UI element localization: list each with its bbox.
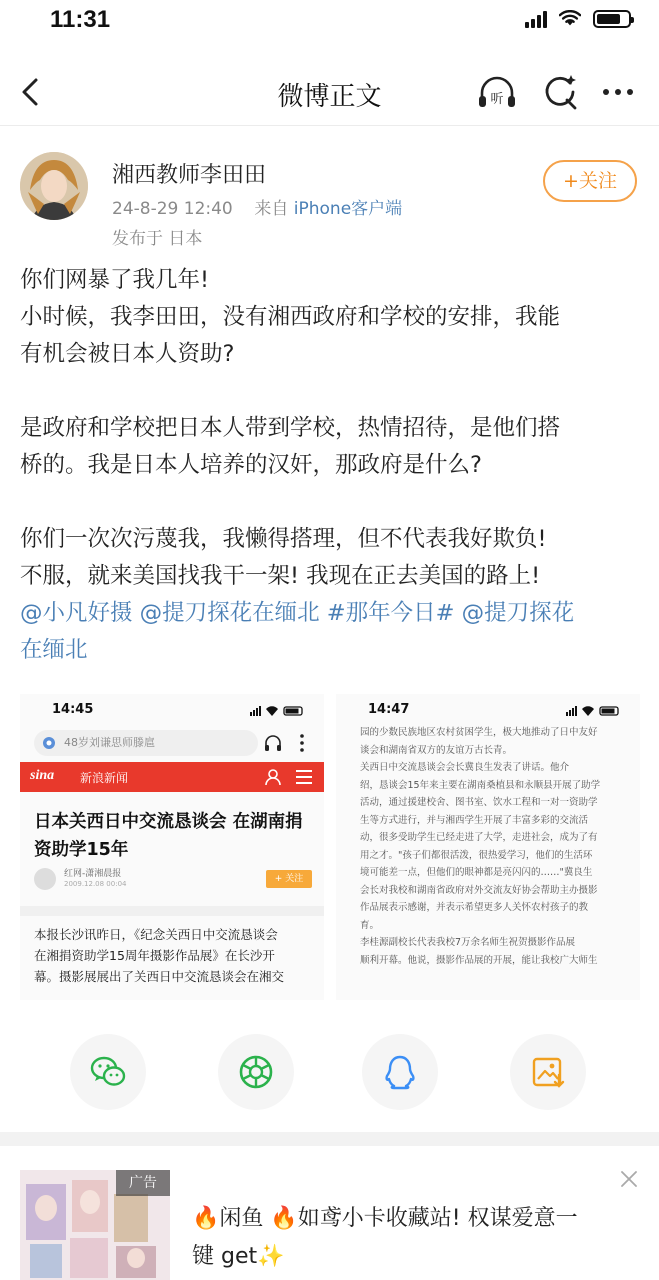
post-body <box>20 262 642 669</box>
article-body-line: 李桂源副校长代表我校7万余名师生祝贺摄影作品展 <box>360 937 576 948</box>
image-headphone-icon <box>264 734 282 752</box>
post-image-left[interactable] <box>20 694 324 1000</box>
article-body-line: 活动，通过援建校舍、图书室、饮水工程和一对一资助学 <box>360 797 598 808</box>
article-divider <box>20 906 324 916</box>
image-status-icons <box>566 706 622 716</box>
share-qq-button[interactable] <box>362 1034 438 1110</box>
status-icons <box>525 10 631 28</box>
ad-text-line: 键 get✨ <box>192 1244 285 1269</box>
image-more-icon <box>296 732 308 754</box>
post-line: 你们网暴了我几年! <box>20 267 210 293</box>
article-body-line: 生等方式进行，并与湘西学生开展了丰富多彩的交流活 <box>360 814 589 826</box>
status-time: 11:31 <box>50 6 111 33</box>
image-search-bar: 48岁刘谦思师滕扈 <box>34 730 258 756</box>
article-body-line: 园的少数民族地区农村贫困学生，极大地推动了日中友好 <box>360 727 598 738</box>
save-image-icon <box>529 1053 567 1091</box>
save-image-button[interactable] <box>510 1034 586 1110</box>
post-line: 是政府和学校把日本人带到学校，热情招待，是他们搭 <box>20 415 561 441</box>
post-date: 24-8-29 12:40 <box>112 199 233 219</box>
status-bar <box>0 0 659 44</box>
article-lead-line: 在湘捐资助学15周年摄影作品展》在长沙开 <box>34 948 275 963</box>
article-follow-button: + 关注 <box>266 870 312 888</box>
article-body-line: 育。 <box>360 919 380 931</box>
avatar-image <box>20 152 88 220</box>
article-body-line: 关西日中交流恳谈会会长冀良生发表了讲话。他介 <box>360 762 570 773</box>
moments-icon <box>237 1053 275 1091</box>
post-meta <box>112 194 402 219</box>
article-date: 2009.12.08 00:04 <box>64 880 127 888</box>
ad-tag: 广告 <box>116 1170 170 1196</box>
post-images <box>20 694 640 1000</box>
share-wechat-button[interactable] <box>70 1034 146 1110</box>
image-time: 14:47 <box>368 702 410 717</box>
wechat-icon <box>89 1053 127 1091</box>
nav-bar <box>0 60 659 126</box>
article-lead-line: 幕。摄影展展出了关西日中交流恳谈会在湘交 <box>34 969 285 984</box>
post-line: 小时候，我李田田，没有湘西政府和学校的安排，我能 <box>20 304 561 330</box>
wifi-icon <box>559 10 581 28</box>
article-lead-line: 本报长沙讯昨日，《纪念关西日中交流恳谈会 <box>34 927 278 942</box>
post-source[interactable]: iPhone客户端 <box>293 199 403 219</box>
article-body-line: 绍，恳谈会15年来主要在湖南桑植县和永顺县开展了助学 <box>360 779 601 791</box>
qq-icon <box>381 1053 419 1091</box>
listen-icon[interactable] <box>476 72 518 114</box>
article-body-line: 境可能差一点，但他们的眼神都是亮闪闪的……"冀良生 <box>360 867 593 878</box>
image-time: 14:45 <box>52 702 94 717</box>
author-header <box>0 140 659 252</box>
article-body-line: 用之才。"孩子们都很活泼，很热爱学习，他们的生活环 <box>360 849 593 861</box>
article-body-line: 动，很多受助学生已经走进了大学，走进社会，成为了有 <box>360 832 598 843</box>
source-prefix: 来自 <box>254 199 289 219</box>
sina-header <box>20 762 324 792</box>
image-search-icon <box>42 736 56 750</box>
ad-text[interactable] <box>192 1200 632 1276</box>
post-mentions-cont[interactable]: 在缅北 <box>20 637 88 663</box>
author-name[interactable]: 湘西教师李田田 <box>112 163 267 188</box>
search-icon[interactable] <box>540 72 580 112</box>
post-line: 你们一次次污蔑我，我懒得搭理，但不代表我好欺负! <box>20 526 547 552</box>
article-source: 红网-潇湘晨报 <box>64 869 122 879</box>
post-line: 不服，就来美国找我干一架! 我现在正去美国的路上! <box>20 563 541 589</box>
follow-button[interactable]: +关注 <box>543 160 637 202</box>
article-source-avatar <box>34 868 56 890</box>
article-title: 日本关西日中交流恳谈会 在湖南捐资助学15年 <box>34 812 303 860</box>
article-lead <box>34 924 320 987</box>
article-body-line: 会长对我校和湖南省政府对外交流友好协会帮助主办摄影 <box>360 884 598 896</box>
section-divider <box>0 1132 659 1146</box>
article-body-line: 谈会和湖南省双方的友谊万古长青。 <box>360 744 513 756</box>
post-image-right[interactable] <box>336 694 640 1000</box>
battery-icon <box>593 10 631 28</box>
sina-logo: sina <box>30 768 55 783</box>
signal-icon <box>525 10 547 28</box>
article-body-line: 作品展表示感谢，并表示希望更多人关怀农村孩子的教 <box>360 902 589 913</box>
user-icon <box>264 768 282 786</box>
post-mentions[interactable]: @小凡好摄 @提刀探花在缅北 #那年今日# @提刀探花 <box>20 600 575 626</box>
post-line: 有机会被日本人资助? <box>20 341 235 367</box>
ad-card[interactable] <box>0 1146 659 1280</box>
ad-text-line: 🔥闲鱼 🔥如鸢小卡收藏站! 权谋爱意一 <box>192 1206 578 1231</box>
avatar[interactable] <box>20 152 88 220</box>
share-row <box>0 1034 659 1118</box>
image-status-bar <box>336 700 640 722</box>
image-status-bar <box>20 700 324 722</box>
article-body-text <box>360 724 632 969</box>
sina-channel: 新浪新闻 <box>80 771 129 785</box>
more-icon[interactable] <box>598 74 638 110</box>
image-status-icons <box>250 706 306 716</box>
post-line: 桥的。我是日本人培养的汉奸，那政府是什么? <box>20 452 482 478</box>
page-title: 微博正文 <box>277 82 382 112</box>
menu-icon <box>296 770 312 784</box>
article-body-line: 顺利开幕。他说，摄影作品展的开展，能让我校广大师生 <box>360 954 598 966</box>
close-icon[interactable] <box>618 1168 640 1190</box>
listen-label: 听 <box>490 92 504 107</box>
post-location: 发布于 日本 <box>112 229 203 249</box>
share-moments-button[interactable] <box>218 1034 294 1110</box>
